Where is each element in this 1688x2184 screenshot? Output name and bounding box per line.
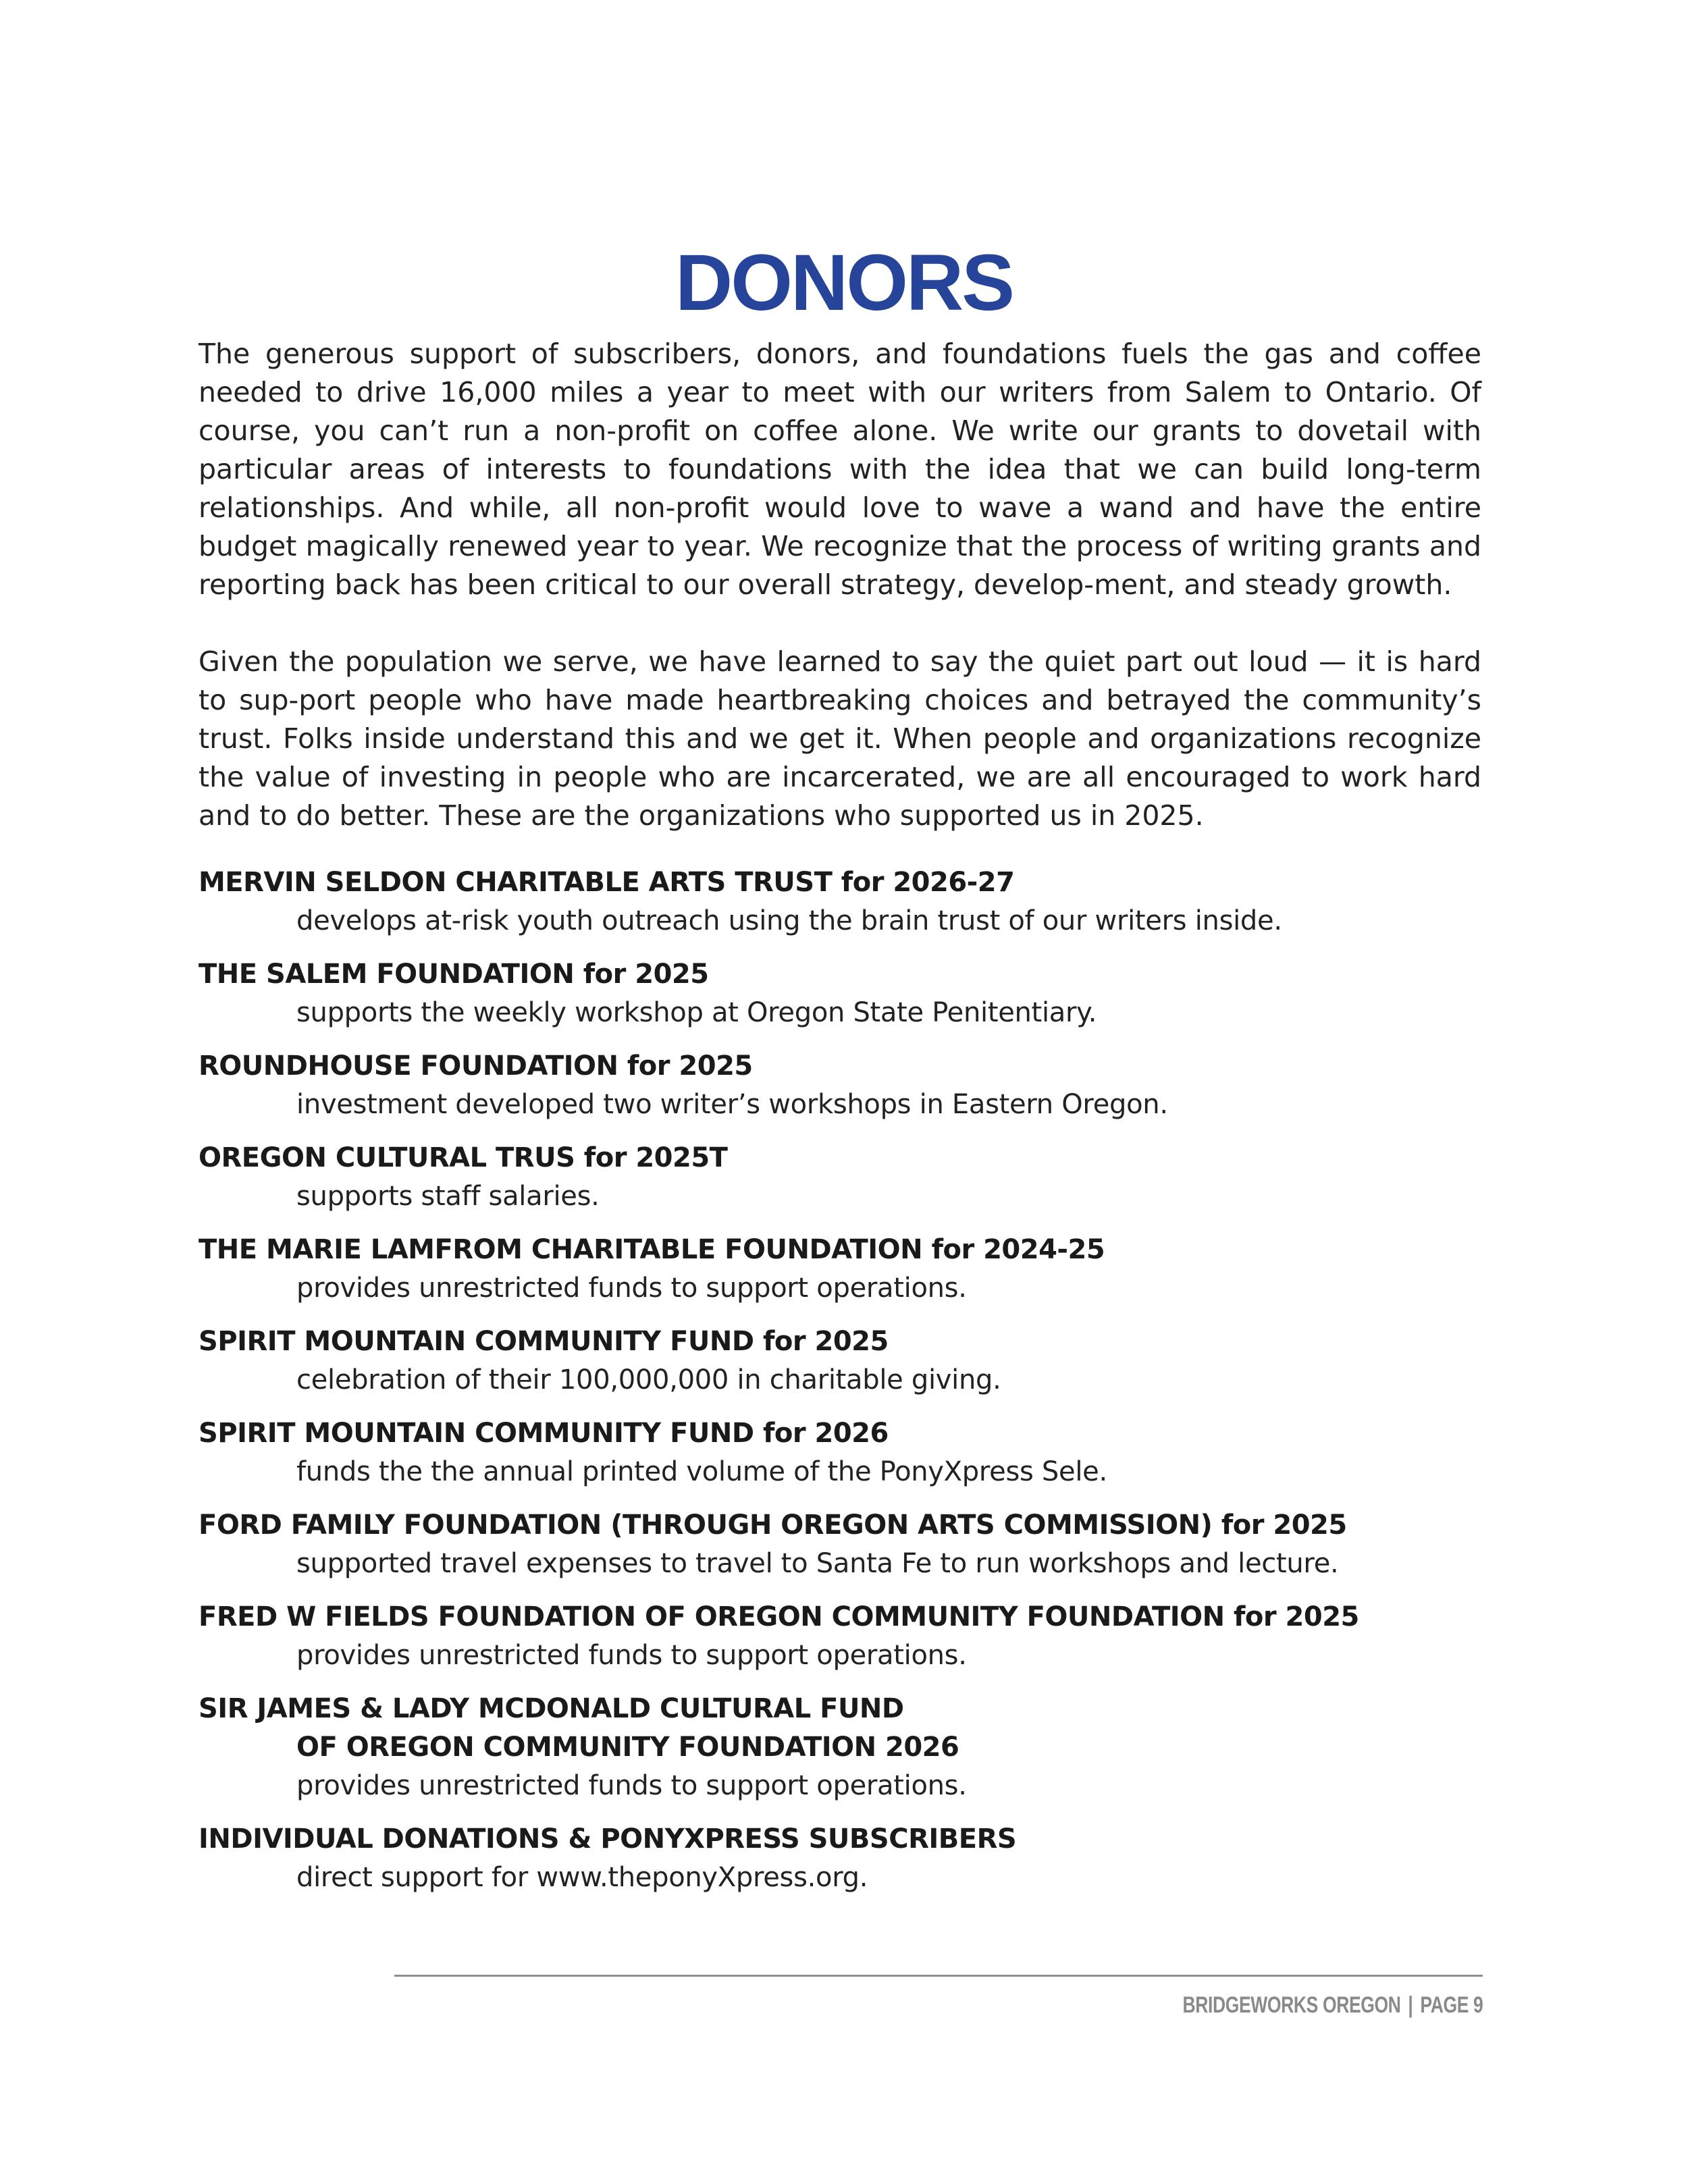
donor-entry (199, 1820, 1481, 1897)
donor-name: FORD FAMILY FOUNDATION (THROUGH OREGON ARTS COMMISSION) for 2025 (199, 1510, 1347, 1541)
donor-description: investment developed two writer’s workshops in Eastern Oregon. (296, 1089, 1168, 1120)
donor-entry (199, 1231, 1481, 1308)
footer-separator: | (1408, 1992, 1413, 2018)
donor-description: provides unrestricted funds to support operations. (296, 1273, 967, 1304)
intro-paragraph: Given the population we serve, we have learned to say the quiet part out loud — it is hard to sup-port people who have made heartbreaking choices and betrayed the community’s trust. Folks inside understand this and we get it. When people and organizations recognize the value of investing in people who are incarcerated, we are all encouraged to work hard and to do better. These are the organizations who supported us in 2025. (199, 645, 1481, 832)
donor-description: provides unrestricted funds to support operations. (296, 1770, 967, 1801)
donor-name: ROUNDHOUSE FOUNDATION for 2025 (199, 1050, 753, 1082)
donor-name: MERVIN SELDON CHARITABLE ARTS TRUST for 2026-27 (199, 867, 1015, 898)
donor-description: supports the weekly workshop at Oregon State Penitentiary. (296, 997, 1097, 1028)
donor-entry (199, 1414, 1481, 1491)
donor-description: direct support for www.theponyXpress.org. (296, 1862, 868, 1893)
donor-entry (199, 1598, 1481, 1675)
donor-description: supported travel expenses to travel to Santa Fe to run workshops and lecture. (296, 1548, 1339, 1579)
donor-entry (199, 1323, 1481, 1400)
content (199, 335, 1481, 1912)
donor-entry (199, 1139, 1481, 1216)
donor-entry (199, 1506, 1481, 1583)
donor-entry (199, 1047, 1481, 1124)
footer-divider (394, 1975, 1483, 1977)
donor-description: provides unrestricted funds to support operations. (296, 1640, 967, 1671)
donor-name: FRED W FIELDS FOUNDATION OF OREGON COMMUNITY FOUNDATION for 2025 (199, 1601, 1359, 1632)
donor-entry (199, 955, 1481, 1032)
donor-name: SPIRIT MOUNTAIN COMMUNITY FUND for 2026 (199, 1418, 889, 1449)
donor-description: celebration of their 100,000,000 in charitable giving. (296, 1364, 1001, 1395)
donor-name-continued: OF OREGON COMMUNITY FOUNDATION 2026 (296, 1732, 959, 1763)
donor-description: funds the the annual printed volume of the PonyXpress Sele. (296, 1456, 1107, 1487)
donor-description: develops at-risk youth outreach using the brain trust of our writers inside. (296, 905, 1282, 936)
donor-name: INDIVIDUAL DONATIONS & PONYXPRESS SUBSCRIBERS (199, 1823, 1017, 1855)
donor-description: supports staff salaries. (296, 1181, 600, 1212)
donor-name: SPIRIT MOUNTAIN COMMUNITY FUND for 2025 (199, 1326, 889, 1357)
donor-name: THE SALEM FOUNDATION for 2025 (199, 959, 709, 990)
donor-entry (199, 863, 1481, 940)
donor-entry (199, 1690, 1481, 1805)
intro-paragraph: The generous support of subscribers, donors, and foundations fuels the gas and coffee needed to drive 16,000 miles a year to meet with our writers from Salem to Ontario. Of course, you can’t run a non-profit on coffee alone. We write our grants to dovetail with particular areas of interests to foundations with the idea that we can build long-term relationships. And while, all non-profit would love to wave a wand and have the entire budget magically renewed year to year. We recognize that the process of writing grants and reporting back has been critical to our overall strategy, develop-ment, and steady growth. (199, 338, 1481, 601)
page-title: DONORS (675, 238, 1013, 328)
page-number: PAGE 9 (1420, 1992, 1483, 2018)
donor-name: SIR JAMES & LADY MCDONALD CULTURAL FUND (199, 1693, 904, 1724)
donor-list (199, 863, 1481, 1897)
donor-name: OREGON CULTURAL TRUS for 2025T (199, 1142, 728, 1173)
page-footer (1182, 1990, 1483, 2020)
publication-name: BRIDGEWORKS OREGON (1182, 1992, 1401, 2018)
donor-name: THE MARIE LAMFROM CHARITABLE FOUNDATION for 2024-25 (199, 1234, 1105, 1265)
